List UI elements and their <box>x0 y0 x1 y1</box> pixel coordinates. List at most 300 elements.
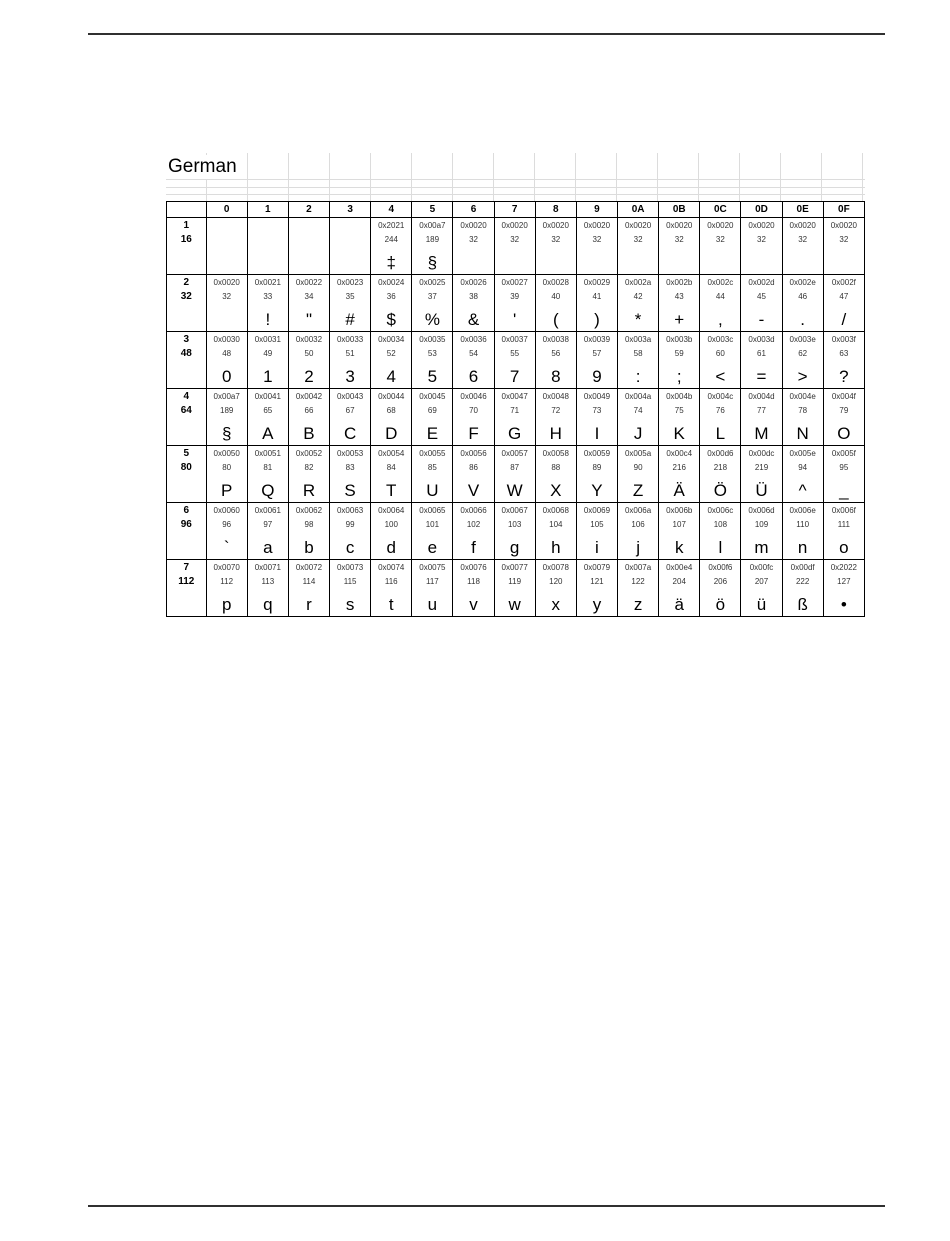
decimal-code-cell: 80 <box>206 460 247 474</box>
glyph-cell <box>576 246 617 275</box>
glyph-cell: w <box>494 588 535 617</box>
decimal-code-cell: 72 <box>535 403 576 417</box>
unicode-code-cell: 0x0073 <box>330 560 371 575</box>
unicode-code-cell: 0x004b <box>659 389 700 404</box>
glyph-cell: L <box>700 417 741 446</box>
decimal-code-cell: 32 <box>618 232 659 246</box>
glyph-row <box>167 246 865 275</box>
glyph-cell: 0 <box>206 360 247 389</box>
row-label: 4 <box>167 389 207 404</box>
unicode-code-cell: 0x0066 <box>453 503 494 518</box>
decimal-code-cell: 35 <box>330 289 371 303</box>
unicode-code-cell: 0x0021 <box>247 275 288 290</box>
unicode-code-cell: 0x0037 <box>494 332 535 347</box>
decimal-code-cell: 45 <box>741 289 782 303</box>
glyph-cell <box>700 246 741 275</box>
glyph-cell: K <box>659 417 700 446</box>
decimal-code-cell: 54 <box>453 346 494 360</box>
glyph-cell: u <box>412 588 453 617</box>
decimal-row <box>167 346 865 360</box>
decimal-code-cell: 41 <box>576 289 617 303</box>
glyph-cell: ) <box>576 303 617 332</box>
decimal-code-cell: 86 <box>453 460 494 474</box>
decimal-code-cell: 56 <box>535 346 576 360</box>
unicode-code-cell: 0x0020 <box>741 218 782 233</box>
glyph-cell <box>659 246 700 275</box>
decimal-code-cell: 102 <box>453 517 494 531</box>
decimal-code-cell: 206 <box>700 574 741 588</box>
glyph-row <box>167 417 865 446</box>
glyph-cell: U <box>412 474 453 503</box>
unicode-code-cell <box>288 218 329 233</box>
unicode-code-cell: 0x005f <box>823 446 864 461</box>
glyph-cell: 1 <box>247 360 288 389</box>
column-header: 5 <box>412 202 453 218</box>
row-spacer <box>167 531 207 560</box>
glyph-cell: § <box>206 417 247 446</box>
code-row <box>167 275 865 290</box>
glyph-cell: ü <box>741 588 782 617</box>
decimal-code-cell: 85 <box>412 460 453 474</box>
decimal-code-cell <box>288 232 329 246</box>
decimal-code-cell: 42 <box>618 289 659 303</box>
unicode-code-cell <box>206 218 247 233</box>
unicode-code-cell: 0x0029 <box>576 275 617 290</box>
unicode-code-cell: 0x0033 <box>330 332 371 347</box>
decimal-code-cell: 67 <box>330 403 371 417</box>
column-header: 0F <box>823 202 864 218</box>
decimal-row <box>167 460 865 474</box>
unicode-code-cell: 0x003b <box>659 332 700 347</box>
decimal-code-cell: 90 <box>618 460 659 474</box>
decimal-code-cell: 78 <box>782 403 823 417</box>
unicode-code-cell: 0x0052 <box>288 446 329 461</box>
decimal-code-cell: 105 <box>576 517 617 531</box>
unicode-code-cell: 0x0028 <box>535 275 576 290</box>
decimal-code-cell: 46 <box>782 289 823 303</box>
unicode-code-cell: 0x0053 <box>330 446 371 461</box>
glyph-cell: i <box>576 531 617 560</box>
decimal-code-cell: 108 <box>700 517 741 531</box>
unicode-code-cell: 0x0036 <box>453 332 494 347</box>
sheet-title: German <box>168 155 241 179</box>
unicode-code-cell: 0x0020 <box>823 218 864 233</box>
unicode-code-cell: 0x2021 <box>371 218 412 233</box>
unicode-code-cell: 0x007a <box>618 560 659 575</box>
code-row <box>167 503 865 518</box>
glyph-cell: t <box>371 588 412 617</box>
glyph-cell: Q <box>247 474 288 503</box>
unicode-code-cell: 0x003e <box>782 332 823 347</box>
glyph-cell: ö <box>700 588 741 617</box>
unicode-code-cell: 0x0020 <box>494 218 535 233</box>
decimal-code-cell: 60 <box>700 346 741 360</box>
glyph-cell: f <box>453 531 494 560</box>
decimal-code-cell: 76 <box>700 403 741 417</box>
glyph-cell: Z <box>618 474 659 503</box>
unicode-code-cell: 0x0042 <box>288 389 329 404</box>
glyph-cell: ' <box>494 303 535 332</box>
glyph-cell: e <box>412 531 453 560</box>
decimal-code-cell: 52 <box>371 346 412 360</box>
glyph-cell: 7 <box>494 360 535 389</box>
glyph-cell: E <box>412 417 453 446</box>
glyph-cell: ` <box>206 531 247 560</box>
code-row <box>167 332 865 347</box>
glyph-cell: . <box>782 303 823 332</box>
glyph-cell: ? <box>823 360 864 389</box>
decimal-code-cell: 59 <box>659 346 700 360</box>
glyph-cell: h <box>535 531 576 560</box>
glyph-cell <box>823 246 864 275</box>
unicode-code-cell: 0x0047 <box>494 389 535 404</box>
header-rule <box>88 33 885 35</box>
glyph-cell: ; <box>659 360 700 389</box>
row-label: 2 <box>167 275 207 290</box>
row-spacer <box>167 360 207 389</box>
unicode-code-cell: 0x0069 <box>576 503 617 518</box>
decimal-code-cell: 116 <box>371 574 412 588</box>
decimal-code-cell: 71 <box>494 403 535 417</box>
glyph-cell: o <box>823 531 864 560</box>
unicode-code-cell: 0x0023 <box>330 275 371 290</box>
column-header: 0D <box>741 202 782 218</box>
glyph-cell: d <box>371 531 412 560</box>
glyph-cell: / <box>823 303 864 332</box>
decimal-code-cell: 73 <box>576 403 617 417</box>
unicode-code-cell: 0x00fc <box>741 560 782 575</box>
unicode-code-cell: 0x004c <box>700 389 741 404</box>
row-label: 1 <box>167 218 207 233</box>
decimal-code-cell: 218 <box>700 460 741 474</box>
unicode-code-cell: 0x0020 <box>659 218 700 233</box>
unicode-code-cell: 0x0068 <box>535 503 576 518</box>
unicode-code-cell: 0x0050 <box>206 446 247 461</box>
decimal-code-cell: 32 <box>700 232 741 246</box>
unicode-code-cell: 0x004e <box>782 389 823 404</box>
unicode-code-cell: 0x0060 <box>206 503 247 518</box>
glyph-cell <box>535 246 576 275</box>
decimal-code-cell: 36 <box>371 289 412 303</box>
decimal-code-cell: 117 <box>412 574 453 588</box>
unicode-code-cell: 0x2022 <box>823 560 864 575</box>
unicode-code-cell: 0x00e4 <box>659 560 700 575</box>
glyph-cell: R <box>288 474 329 503</box>
decimal-code-cell: 82 <box>288 460 329 474</box>
row-base: 112 <box>167 574 207 588</box>
glyph-row <box>167 588 865 617</box>
unicode-code-cell: 0x0038 <box>535 332 576 347</box>
decimal-code-cell: 44 <box>700 289 741 303</box>
unicode-code-cell: 0x0062 <box>288 503 329 518</box>
decimal-code-cell: 74 <box>618 403 659 417</box>
unicode-code-cell: 0x0026 <box>453 275 494 290</box>
decimal-code-cell: 50 <box>288 346 329 360</box>
column-header: 4 <box>371 202 412 218</box>
unicode-code-cell: 0x00a7 <box>206 389 247 404</box>
unicode-code-cell: 0x005a <box>618 446 659 461</box>
glyph-cell <box>247 246 288 275</box>
decimal-code-cell: 120 <box>535 574 576 588</box>
row-spacer <box>167 417 207 446</box>
row-label: 7 <box>167 560 207 575</box>
glyph-cell: ß <box>782 588 823 617</box>
unicode-code-cell: 0x0030 <box>206 332 247 347</box>
glyph-cell: " <box>288 303 329 332</box>
glyph-cell: z <box>618 588 659 617</box>
glyph-cell <box>618 246 659 275</box>
decimal-code-cell: 97 <box>247 517 288 531</box>
glyph-cell: N <box>782 417 823 446</box>
unicode-code-cell: 0x004f <box>823 389 864 404</box>
decimal-row <box>167 574 865 588</box>
decimal-code-cell: 37 <box>412 289 453 303</box>
unicode-code-cell: 0x0051 <box>247 446 288 461</box>
unicode-code-cell: 0x003f <box>823 332 864 347</box>
unicode-code-cell: 0x0035 <box>412 332 453 347</box>
decimal-code-cell: 32 <box>659 232 700 246</box>
column-header: 7 <box>494 202 535 218</box>
glyph-row <box>167 531 865 560</box>
unicode-code-cell: 0x0034 <box>371 332 412 347</box>
decimal-code-cell: 58 <box>618 346 659 360</box>
decimal-code-cell: 219 <box>741 460 782 474</box>
row-base: 80 <box>167 460 207 474</box>
unicode-code-cell: 0x0027 <box>494 275 535 290</box>
glyph-cell: a <box>247 531 288 560</box>
unicode-code-cell: 0x0022 <box>288 275 329 290</box>
unicode-code-cell: 0x0020 <box>618 218 659 233</box>
glyph-cell: W <box>494 474 535 503</box>
unicode-code-cell: 0x006f <box>823 503 864 518</box>
row-base: 32 <box>167 289 207 303</box>
glyph-cell: , <box>700 303 741 332</box>
decimal-code-cell: 32 <box>782 232 823 246</box>
decimal-code-cell <box>247 232 288 246</box>
unicode-code-cell: 0x00df <box>782 560 823 575</box>
decimal-code-cell: 103 <box>494 517 535 531</box>
decimal-code-cell: 65 <box>247 403 288 417</box>
decimal-code-cell: 32 <box>535 232 576 246</box>
decimal-code-cell <box>330 232 371 246</box>
glyph-cell: v <box>453 588 494 617</box>
decimal-code-cell: 62 <box>782 346 823 360</box>
decimal-code-cell: 83 <box>330 460 371 474</box>
glyph-cell <box>330 246 371 275</box>
unicode-code-cell: 0x0048 <box>535 389 576 404</box>
unicode-code-cell: 0x002c <box>700 275 741 290</box>
decimal-code-cell: 189 <box>206 403 247 417</box>
glyph-cell: - <box>741 303 782 332</box>
decimal-code-cell: 100 <box>371 517 412 531</box>
decimal-code-cell: 110 <box>782 517 823 531</box>
decimal-code-cell: 127 <box>823 574 864 588</box>
decimal-code-cell: 112 <box>206 574 247 588</box>
decimal-code-cell: 207 <box>741 574 782 588</box>
decimal-code-cell: 189 <box>412 232 453 246</box>
unicode-code-cell: 0x0020 <box>576 218 617 233</box>
glyph-cell: k <box>659 531 700 560</box>
glyph-cell: p <box>206 588 247 617</box>
glyph-cell: Y <box>576 474 617 503</box>
unicode-code-cell: 0x006b <box>659 503 700 518</box>
unicode-code-cell: 0x0063 <box>330 503 371 518</box>
decimal-code-cell: 88 <box>535 460 576 474</box>
glyph-cell: Ü <box>741 474 782 503</box>
decimal-code-cell: 77 <box>741 403 782 417</box>
decimal-code-cell: 104 <box>535 517 576 531</box>
decimal-code-cell: 32 <box>823 232 864 246</box>
unicode-code-cell: 0x0059 <box>576 446 617 461</box>
unicode-code-cell: 0x0020 <box>535 218 576 233</box>
unicode-code-cell: 0x0039 <box>576 332 617 347</box>
glyph-cell: M <box>741 417 782 446</box>
unicode-code-cell: 0x0032 <box>288 332 329 347</box>
unicode-code-cell: 0x006c <box>700 503 741 518</box>
unicode-code-cell: 0x0079 <box>576 560 617 575</box>
glyph-cell: b <box>288 531 329 560</box>
glyph-cell: ! <box>247 303 288 332</box>
unicode-code-cell: 0x0044 <box>371 389 412 404</box>
row-base: 48 <box>167 346 207 360</box>
unicode-code-cell: 0x0045 <box>412 389 453 404</box>
glyph-cell: < <box>700 360 741 389</box>
glyph-cell: 5 <box>412 360 453 389</box>
unicode-code-cell: 0x0057 <box>494 446 535 461</box>
decimal-code-cell: 47 <box>823 289 864 303</box>
glyph-cell: ( <box>535 303 576 332</box>
column-header: 6 <box>453 202 494 218</box>
glyph-cell: & <box>453 303 494 332</box>
decimal-code-cell: 244 <box>371 232 412 246</box>
glyph-cell: P <box>206 474 247 503</box>
unicode-code-cell: 0x0049 <box>576 389 617 404</box>
row-spacer <box>167 588 207 617</box>
unicode-code-cell: 0x0078 <box>535 560 576 575</box>
decimal-code-cell: 61 <box>741 346 782 360</box>
unicode-code-cell: 0x005e <box>782 446 823 461</box>
glyph-cell: O <box>823 417 864 446</box>
decimal-code-cell: 98 <box>288 517 329 531</box>
glyph-cell: n <box>782 531 823 560</box>
glyph-cell: Ä <box>659 474 700 503</box>
glyph-cell: 6 <box>453 360 494 389</box>
decimal-code-cell: 69 <box>412 403 453 417</box>
decimal-code-cell: 111 <box>823 517 864 531</box>
glyph-cell: D <box>371 417 412 446</box>
row-label: 3 <box>167 332 207 347</box>
decimal-code-cell: 32 <box>494 232 535 246</box>
glyph-row <box>167 474 865 503</box>
glyph-cell: G <box>494 417 535 446</box>
decimal-code-cell: 87 <box>494 460 535 474</box>
glyph-cell: % <box>412 303 453 332</box>
decimal-code-cell: 40 <box>535 289 576 303</box>
column-header: 0B <box>659 202 700 218</box>
column-header: 8 <box>535 202 576 218</box>
decimal-code-cell: 204 <box>659 574 700 588</box>
column-header-row <box>167 202 865 218</box>
unicode-code-cell: 0x00d6 <box>700 446 741 461</box>
glyph-cell: 3 <box>330 360 371 389</box>
decimal-code-cell: 107 <box>659 517 700 531</box>
glyph-cell <box>741 246 782 275</box>
decimal-code-cell: 32 <box>576 232 617 246</box>
row-spacer <box>167 303 207 332</box>
decimal-code-cell: 32 <box>453 232 494 246</box>
decimal-code-cell: 222 <box>782 574 823 588</box>
unicode-code-cell: 0x004d <box>741 389 782 404</box>
decimal-code-cell: 119 <box>494 574 535 588</box>
sheet-title-area <box>166 153 865 201</box>
unicode-code-cell: 0x0074 <box>371 560 412 575</box>
decimal-code-cell: 89 <box>576 460 617 474</box>
glyph-cell: c <box>330 531 371 560</box>
unicode-code-cell <box>247 218 288 233</box>
unicode-code-cell: 0x0056 <box>453 446 494 461</box>
unicode-code-cell: 0x003a <box>618 332 659 347</box>
glyph-cell <box>288 246 329 275</box>
decimal-code-cell: 63 <box>823 346 864 360</box>
unicode-code-cell: 0x00f6 <box>700 560 741 575</box>
decimal-code-cell: 68 <box>371 403 412 417</box>
unicode-code-cell: 0x0041 <box>247 389 288 404</box>
unicode-code-cell: 0x0065 <box>412 503 453 518</box>
decimal-code-cell: 66 <box>288 403 329 417</box>
decimal-code-cell: 99 <box>330 517 371 531</box>
glyph-cell: ‡ <box>371 246 412 275</box>
row-label: 6 <box>167 503 207 518</box>
glyph-cell: # <box>330 303 371 332</box>
decimal-code-cell: 33 <box>247 289 288 303</box>
glyph-cell: j <box>618 531 659 560</box>
column-header: 3 <box>330 202 371 218</box>
column-header: 2 <box>288 202 329 218</box>
unicode-code-cell: 0x002b <box>659 275 700 290</box>
code-row <box>167 389 865 404</box>
glyph-cell: ^ <box>782 474 823 503</box>
glyph-cell: C <box>330 417 371 446</box>
glyph-cell: 2 <box>288 360 329 389</box>
glyph-cell <box>494 246 535 275</box>
unicode-code-cell: 0x006e <box>782 503 823 518</box>
unicode-code-cell: 0x002f <box>823 275 864 290</box>
footer-rule <box>88 1205 885 1207</box>
decimal-code-cell: 101 <box>412 517 453 531</box>
glyph-cell: q <box>247 588 288 617</box>
decimal-code-cell: 79 <box>823 403 864 417</box>
unicode-code-cell: 0x00c4 <box>659 446 700 461</box>
glyph-row <box>167 303 865 332</box>
glyph-cell: x <box>535 588 576 617</box>
row-spacer <box>167 474 207 503</box>
decimal-row <box>167 289 865 303</box>
glyph-cell: _ <box>823 474 864 503</box>
code-row <box>167 218 865 233</box>
glyph-cell: I <box>576 417 617 446</box>
glyph-cell: F <box>453 417 494 446</box>
glyph-cell: r <box>288 588 329 617</box>
glyph-cell: 9 <box>576 360 617 389</box>
unicode-code-cell: 0x002d <box>741 275 782 290</box>
row-label: 5 <box>167 446 207 461</box>
unicode-code-cell: 0x0070 <box>206 560 247 575</box>
corner-cell <box>167 202 207 218</box>
glyph-row <box>167 360 865 389</box>
column-header: 9 <box>576 202 617 218</box>
glyph-cell: : <box>618 360 659 389</box>
decimal-code-cell: 32 <box>741 232 782 246</box>
